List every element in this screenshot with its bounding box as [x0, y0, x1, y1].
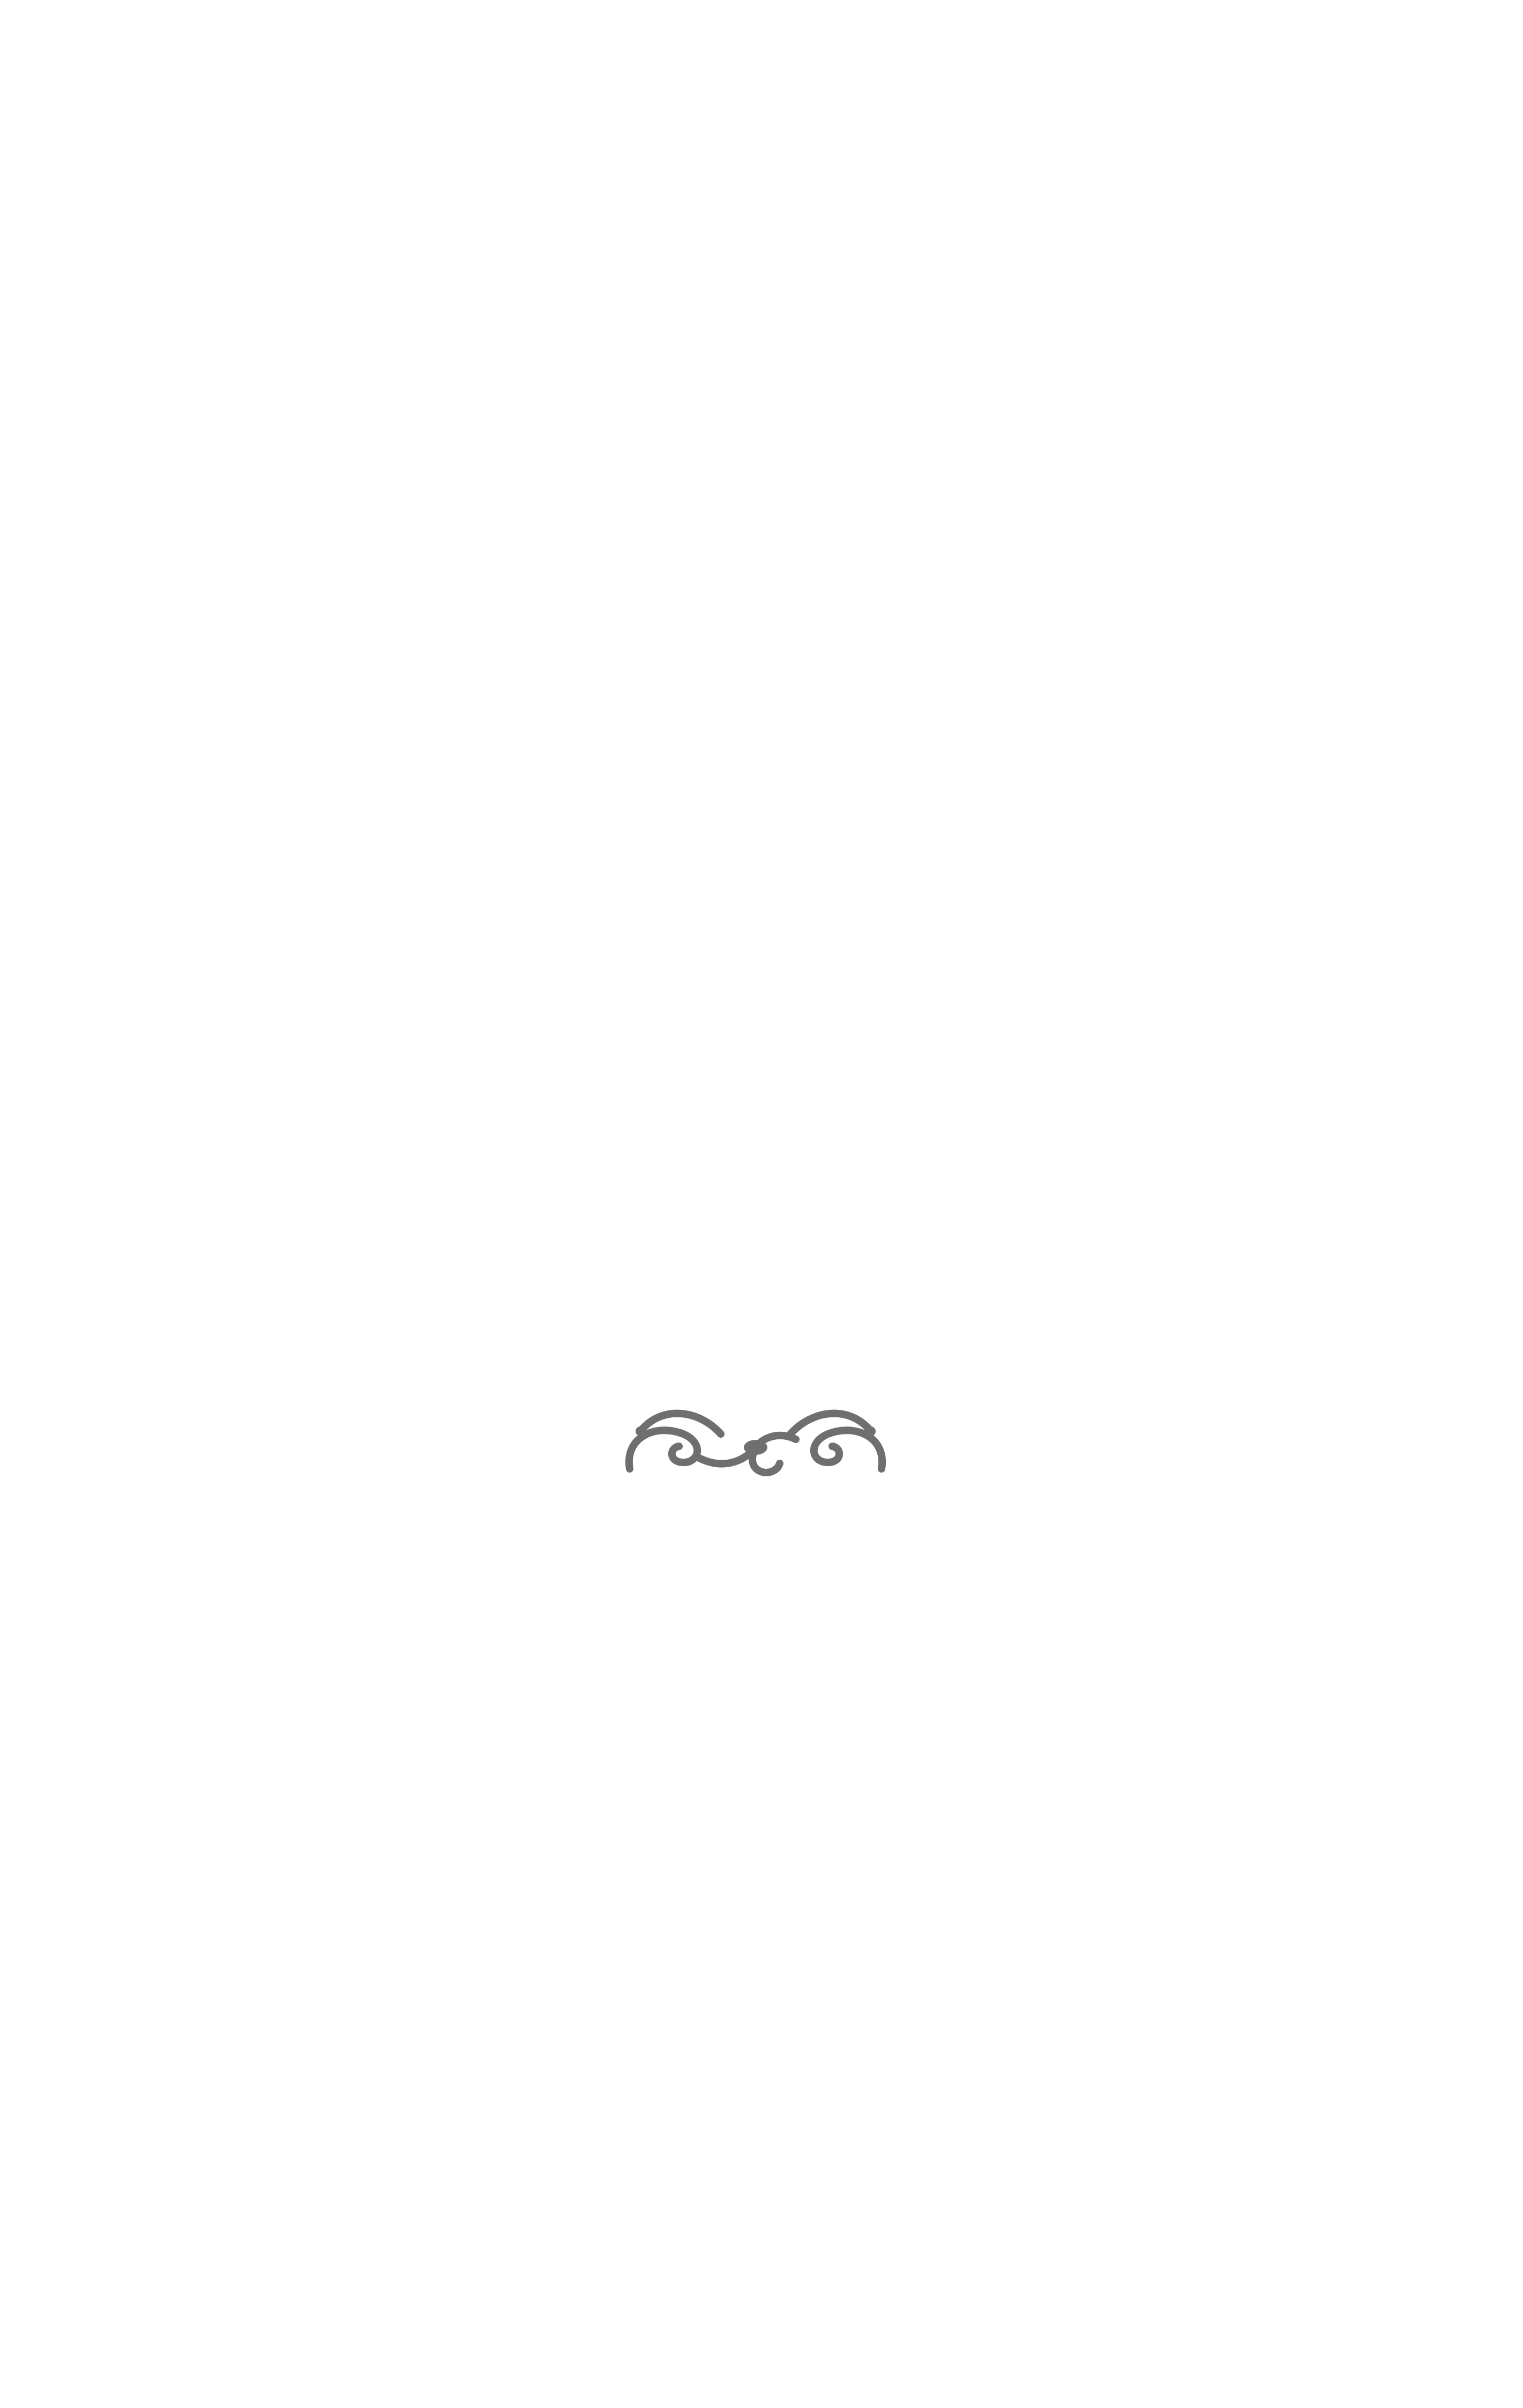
flourish-ornament-icon: [619, 1394, 892, 1485]
